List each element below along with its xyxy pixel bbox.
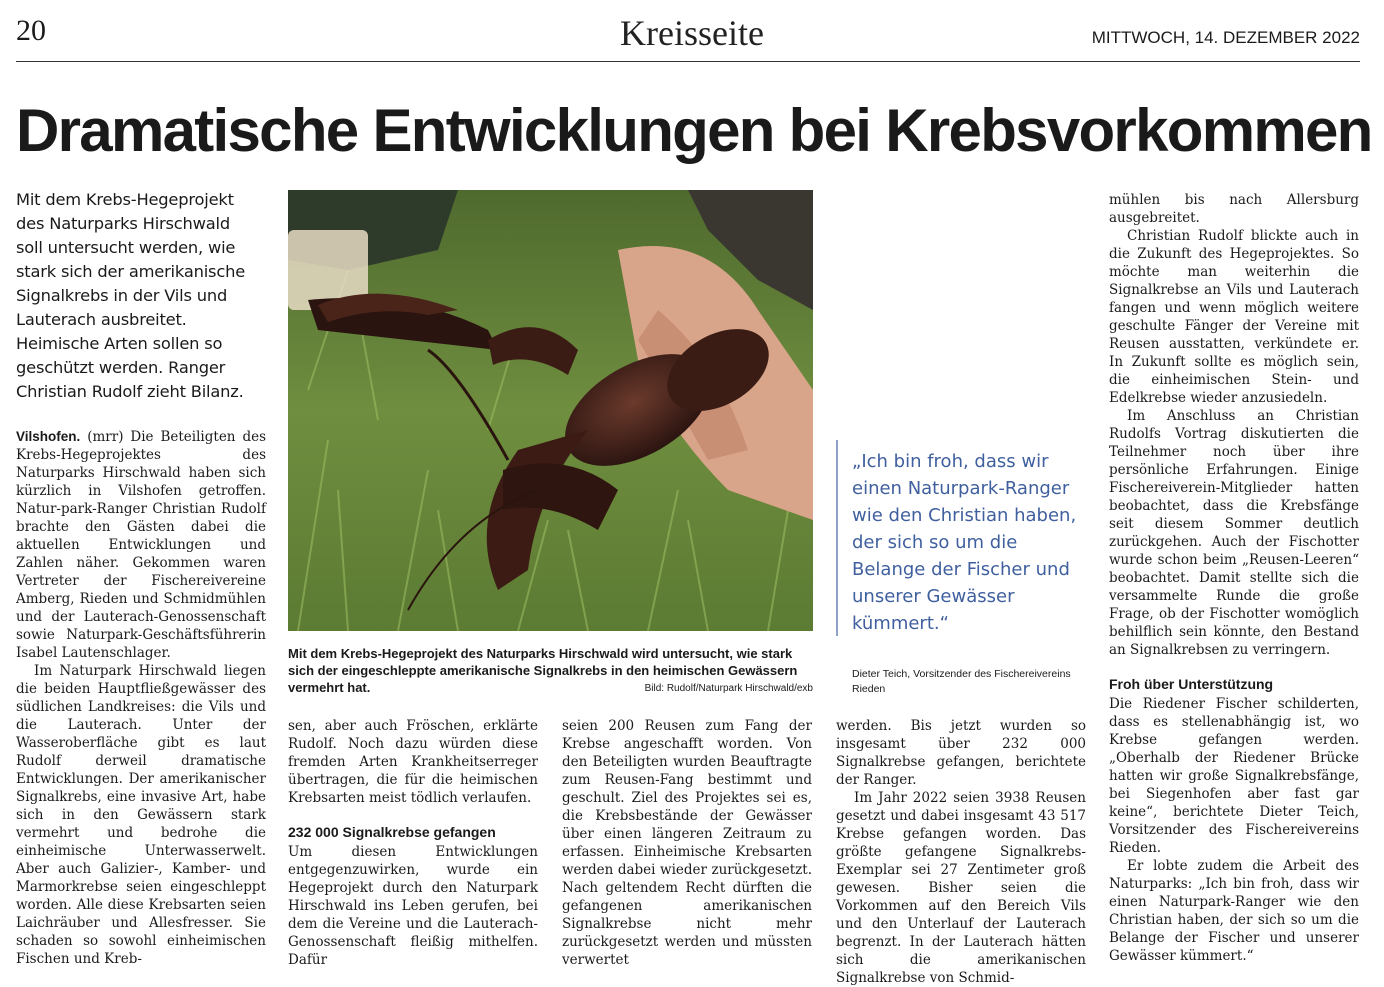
paragraph: Im Anschluss an Christian Rudolfs Vortrag diskutierten die Teilnehmer noch über ihre persönliche Erfahrungen. Einige Fischereiverein-Mitglieder hatten beobachtet, dass die Krebsfänge seit diesem Sommer deutlich zurückgehen. Auch der Fischotter wurde schon beim „Reusen-Leeren“ beobachtet. Damit stellte sich die versammelte Runde die große Frage, ob der Fischotter womöglich behilflich sein könnte, den Bestand an Signalkrebsen zu verringern. — [1109, 408, 1359, 658]
pull-quote: „Ich bin froh, dass wir einen Naturpark-Ranger wie den Christian haben, der sich so um die Belange der Fischer und unserer Gewässer kümmert.“ — [852, 451, 1077, 634]
lead-paragraph: Mit dem Krebs-Hegeprojekt des Naturparks Hirschwald soll untersucht werden, wie stark sich der amerikanische Signalkrebs in der Vils und Lauterach ausbreitet. Heimische Arten sollen so geschützt werden. Ranger Christian Rudolf zieht Bilanz. — [16, 190, 246, 401]
quote-bar — [836, 440, 838, 636]
paragraph: (mrr) Die Beteiligten des Krebs-Hegeprojektes des Naturparks Hirschwald haben sich kürzlich in Vilshofen getroffen. Natur-park-Ranger Christian Rudolf brachte den Gästen dabei die aktuellen Entwicklungen und Zahlen näher. Gekommen waren Vertreter der Fischereivereine Amberg, Rieden und Schmidmühlen und der Lauterach-Genossenschaft sowie Naturpark-Geschäftsführerin Isabel Lautenschlager. — [16, 429, 266, 661]
paragraph: Im Jahr 2022 seien 3938 Reusen gesetzt und dabei insgesamt 43 517 Krebse gefangen worden. Das größte gefangene Signalkrebs-Exemplar sei 27 Zentimeter groß gewesen. Bisher seien die Vorkommen auf den Bereich Vils und den Unterlauf der Lauterach begrenzt. In der Lauterach hätten sich die amerikanischen Signalkrebse von Schmid- — [836, 790, 1086, 986]
article-column-2 — [288, 717, 538, 969]
headline: Dramatische Entwicklungen bei Krebsvorkommen — [16, 97, 1372, 164]
photo-credit: Bild: Rudolf/Naturpark Hirschwald/exb — [644, 683, 813, 694]
paragraph: werden. Bis jetzt wurden so insgesamt über 232 000 Signalkrebse gefangen, berichtete der Ranger. — [836, 718, 1086, 788]
article-column-4 — [836, 717, 1086, 987]
paragraph: Er lobte zudem die Arbeit des Naturparks: „Ich bin froh, dass wir einen Naturpark-Ranger wie den Christian haben, der sich so um die Belange der Fischer und unserer Gewässer kümmert.“ — [1109, 858, 1359, 964]
dateline: Vilshofen. — [16, 429, 81, 444]
photo-caption: Mit dem Krebs-Hegeprojekt des Naturparks Hirschwald wird untersucht, wie stark sich der eingeschleppte amerikanische Signalkrebs in den heimischen Gewässern vermehrt hat. — [288, 646, 798, 695]
paragraph: Um diesen Entwicklungen entgegenzuwirken, wurde ein Hegeprojekt durch den Naturpark Hirschwald ins Leben gerufen, bei dem die Vereine und die Lauterach-Genossenschaft fleißig mithelfen. Dafür — [288, 844, 538, 968]
section-title: Kreisseite — [620, 13, 764, 53]
subheading: 232 000 Signalkrebse gefangen — [288, 824, 496, 840]
paragraph: Die Riedener Fischer schilderten, dass es stellenabhängig ist, wo Krebse gefangen werden. „Oberhalb der Riedener Brücke hatten wir große Signalkrebsfänge, bei Siegenhofen aber fast gar keine“, berichtete Dieter Teich, Vorsitzender des Fischereivereins Rieden. — [1109, 696, 1359, 856]
quote-source: Dieter Teich, Vorsitzender des Fischereivereins Rieden — [852, 668, 1071, 695]
paragraph: sen, aber auch Fröschen, erklärte Rudolf. Noch dazu würden diese fremden Arten Krankheitserreger übertragen, die für die heimischen Krebsarten meist tödlich verlaufen. — [288, 718, 538, 806]
subheading: Froh über Unterstützung — [1109, 676, 1274, 692]
article-column-5 — [1109, 191, 1359, 965]
paragraph: Christian Rudolf blickte auch in die Zukunft des Hegeprojektes. So möchte man weiterhin die Signalkrebse an Vils und Lauterach fangen und wenn möglich weitere geschulte Fänger der Vereine mit Reusen ausstatten, verkündete er. In Zukunft sollte es möglich sein, die einheimischen Stein- und Edelkrebse wieder anzusiedeln. — [1109, 228, 1359, 406]
issue-date: MITTWOCH, 14. DEZEMBER 2022 — [1091, 28, 1360, 47]
paragraph: Im Naturpark Hirschwald liegen die beiden Hauptfließgewässer des südlichen Landkreises: die Vils und die Lauterach. Unter der Wasseroberfläche gibt es laut Rudolf derweil dramatische Entwicklungen. Der amerikanischer Signalkrebs, eine invasive Art, habe sich in den Gewässern stark vermehrt und bedrohe die einheimische Unterwasserwelt. Aber auch Galizier-, Kamber- und Marmorkrebse seien eingeschleppt worden. Alle diese Krebsarten seien Laichräuber und Allesfresser. Sie schaden so sowohl einheimischen Fischen und Kreb- — [16, 663, 266, 967]
article-column-1 — [16, 428, 266, 968]
page-number: 20 — [16, 14, 46, 47]
article-column-3 — [562, 717, 812, 969]
crayfish-photo — [288, 190, 813, 631]
paragraph: mühlen bis nach Allersburg ausgebreitet. — [1109, 192, 1359, 226]
paragraph: seien 200 Reusen zum Fang der Krebse angeschafft worden. Von den Beteiligten wurden Beauftragte zum Reusen-Fang bestimmt und geschult. Ziel des Projektes sei es, die Krebsbestände der Gewässer über einen längeren Zeitraum zu erfassen. Einheimische Krebsarten werden dabei wieder zurückgesetzt. Nach geltendem Recht dürften die gefangenen amerikanischen Signalkrebse nicht mehr zurückgesetzt werden und müssten verwertet — [562, 718, 812, 968]
header-rule — [16, 61, 1360, 62]
